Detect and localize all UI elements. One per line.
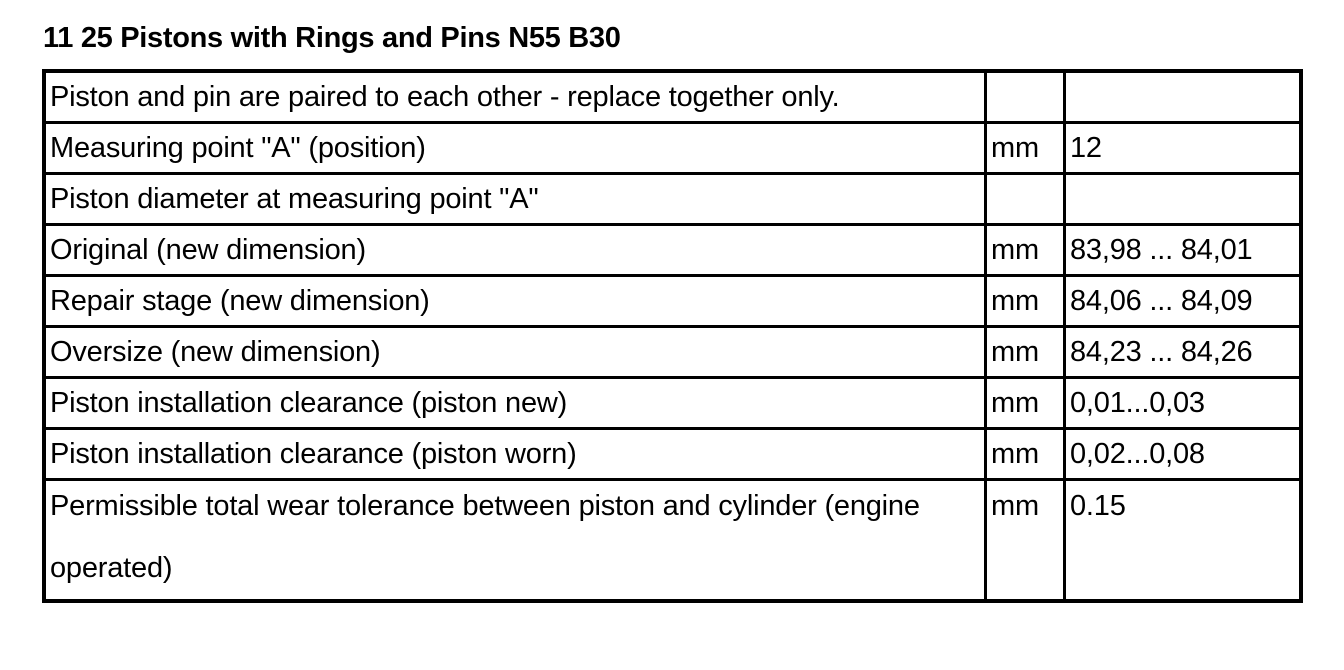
row-value: 83,98 ... 84,01 [1065, 225, 1302, 276]
row-value [1065, 174, 1302, 225]
row-description: Piston and pin are paired to each other - replace together only. [44, 71, 986, 123]
row-value [1065, 71, 1302, 123]
table-row [44, 276, 1301, 327]
page-title: 11 25 Pistons with Rings and Pins N55 B30 [43, 22, 621, 54]
table-row [44, 174, 1301, 225]
row-unit [986, 174, 1065, 225]
row-description: Oversize (new dimension) [44, 327, 986, 378]
row-description: Permissible total wear tolerance between piston and cylinder (engine operated) [50, 490, 920, 584]
row-unit [986, 71, 1065, 123]
row-unit: mm [986, 378, 1065, 429]
row-unit-cell [986, 480, 1065, 602]
row-description: Piston diameter at measuring point "A" [44, 174, 986, 225]
row-unit: mm [991, 490, 1039, 522]
row-value: 84,23 ... 84,26 [1065, 327, 1302, 378]
table-row [44, 327, 1301, 378]
table-row [44, 71, 1301, 123]
row-description: Repair stage (new dimension) [44, 276, 986, 327]
row-unit: mm [986, 429, 1065, 480]
row-unit: mm [986, 327, 1065, 378]
row-description-cell [44, 480, 986, 602]
row-value-cell [1065, 480, 1302, 602]
row-description: Measuring point "A" (position) [44, 123, 986, 174]
row-unit: mm [986, 225, 1065, 276]
table-row [44, 378, 1301, 429]
row-value: 0,01...0,03 [1065, 378, 1302, 429]
row-description: Piston installation clearance (piston new) [44, 378, 986, 429]
row-value: 0,02...0,08 [1065, 429, 1302, 480]
table-row [44, 225, 1301, 276]
table-row [44, 123, 1301, 174]
row-value: 84,06 ... 84,09 [1065, 276, 1302, 327]
row-description: Piston installation clearance (piston worn) [44, 429, 986, 480]
table-row [44, 480, 1301, 602]
spec-table [42, 69, 1303, 603]
row-description: Original (new dimension) [44, 225, 986, 276]
row-unit: mm [986, 276, 1065, 327]
row-unit: mm [986, 123, 1065, 174]
row-value: 0.15 [1070, 490, 1126, 522]
table-row [44, 429, 1301, 480]
row-value: 12 [1065, 123, 1302, 174]
